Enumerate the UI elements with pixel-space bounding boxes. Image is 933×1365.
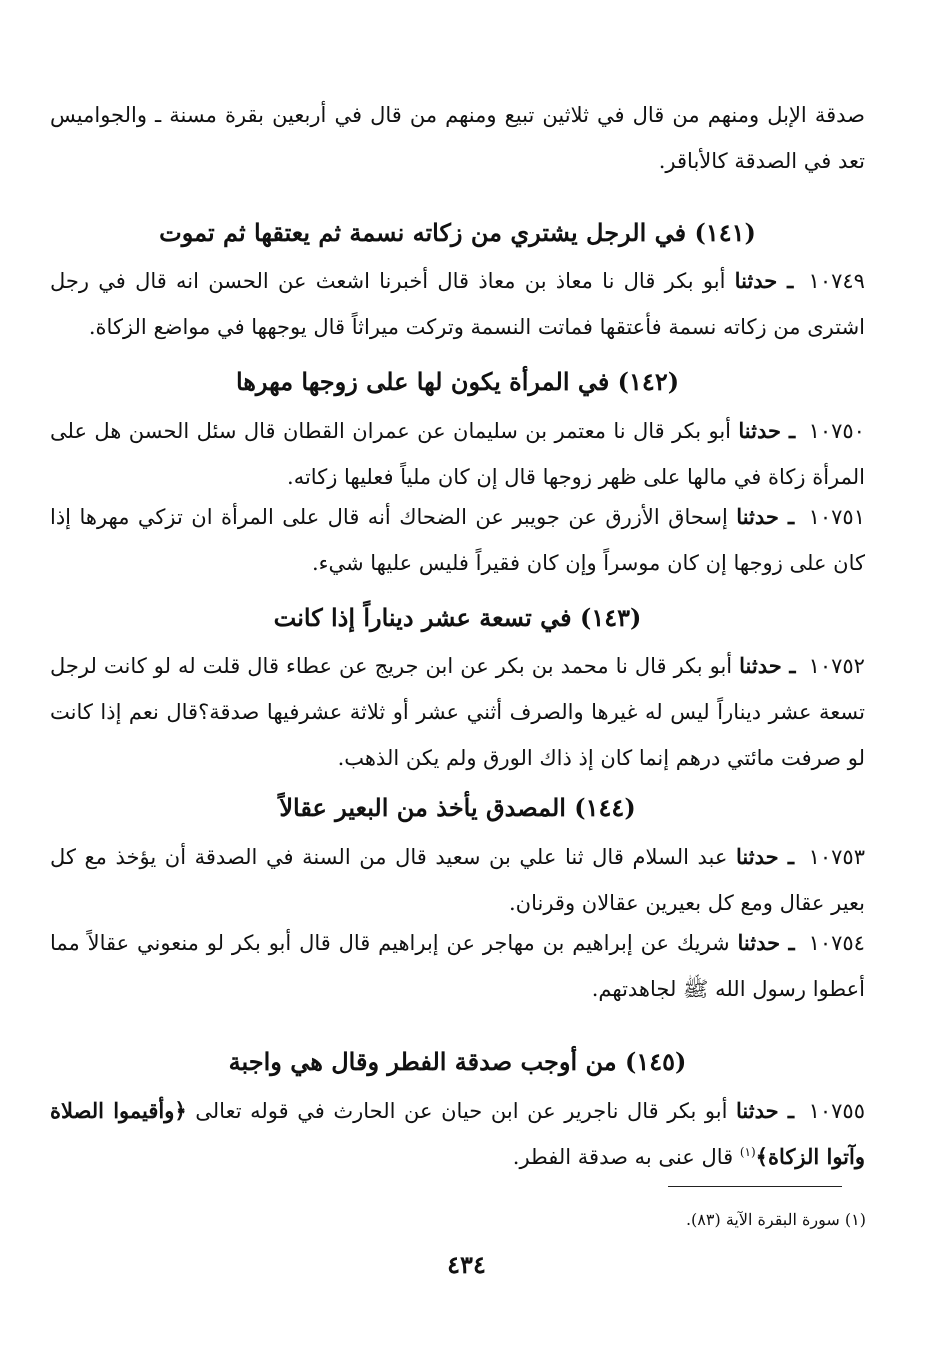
hadith-entry bbox=[50, 1088, 865, 1180]
page-number: ٤٣٤ bbox=[447, 1250, 486, 1279]
hadith-text: عبد السلام قال ثنا علي بن سعيد قال من السنة في الصدقة أن يؤخذ مع كل بعير عقال ومع كل بعيرين عقالان وقرنان. bbox=[50, 845, 865, 915]
section-heading: (١٤١) في الرجل يشتري من زكاته نسمة ثم يعتقها ثم تموت bbox=[159, 218, 756, 247]
hadith-entry bbox=[50, 494, 865, 586]
hadith-number: ١٠٧٤٩ bbox=[808, 269, 865, 293]
hadith-label: ـ حدثنا bbox=[738, 418, 796, 443]
section-heading: (١٤٤) المصدق يأخذ من البعير عقالاً bbox=[279, 793, 636, 822]
hadith-number: ١٠٧٥٢ bbox=[808, 654, 865, 678]
hadith-text: أبو بكر قال نا محمد بن بكر عن ابن جريج عن عطاء قال قلت له لو كانت لرجل تسعة عشر ديناراً ليس له غيرها والصرف أثني عشر أو ثلاثة عشرفيها صدقة؟قال نعم إذا كانت لو صرفت مائتي درهم إنما كان إذ ذاك الورق ولم يكن الذهب. bbox=[50, 654, 865, 770]
hadith-label: ـ حدثنا bbox=[736, 844, 794, 869]
hadith-entry bbox=[50, 920, 865, 1012]
hadith-label: ـ حدثنا bbox=[734, 268, 794, 293]
footnote-divider bbox=[668, 1186, 842, 1187]
section-heading: (١٤٢) في المرأة يكون لها على زوجها مهرها bbox=[235, 367, 680, 396]
hadith-number: ١٠٧٥٣ bbox=[808, 845, 865, 869]
hadith-text: أبو بكر قال نا معاذ بن معاذ قال أخبرنا اشعث عن الحسن انه قال في رجل اشترى من زكاته نسمة فأعتقها فماتت النسمة وتركت ميراثاً قال يوجهها في مواضع الزكاة. bbox=[50, 269, 865, 339]
intro-paragraph bbox=[50, 92, 865, 184]
hadith-entry bbox=[50, 834, 865, 926]
hadith-label: ـ حدثنا bbox=[736, 1098, 794, 1123]
section-heading: (١٤٥) من أوجب صدقة الفطر وقال هي واجبة bbox=[228, 1047, 687, 1076]
hadith-number: ١٠٧٥٠ bbox=[808, 419, 865, 443]
hadith-text-before: أبو بكر قال ناجرير عن ابن حيان عن الحارث في قوله تعالى bbox=[195, 1099, 728, 1123]
hadith-number: ١٠٧٥٤ bbox=[808, 931, 865, 955]
hadith-text: إسحاق الأزرق عن جويبر عن الضحاك أنه قال على المرأة ان تزكي مهرها إذا كان على زوجها إن كان موسراً وإن كان فقيراً فليس عليها شيء. bbox=[50, 505, 865, 575]
hadith-text: شريك عن إبراهيم بن مهاجر عن إبراهيم قال قال أبو بكر لو منعوني عقالاً مما أعطوا رسول الله ﷺ لجاهدتهم. bbox=[50, 931, 865, 1001]
hadith-number: ١٠٧٥١ bbox=[808, 505, 865, 529]
hadith-entry bbox=[50, 408, 865, 500]
hadith-entry bbox=[50, 643, 865, 781]
footnote-reference[interactable]: (١) bbox=[739, 1145, 756, 1159]
hadith-entry bbox=[50, 258, 865, 350]
hadith-text: أبو بكر قال نا معتمر بن سليمان عن عمران القطان قال سئل الحسن هل على المرأة زكاة في مالها على ظهر زوجها قال إن كان ملياً فعليها زكاته. bbox=[50, 419, 865, 489]
footnote: (١) سورة البقرة الآية (٨٣). bbox=[685, 1210, 866, 1229]
hadith-label: ـ حدثنا bbox=[736, 504, 795, 529]
hadith-number: ١٠٧٥٥ bbox=[808, 1099, 865, 1123]
hadith-label: ـ حدثنا bbox=[739, 653, 796, 678]
hadith-text-after: قال عنى به صدقة الفطر. bbox=[512, 1145, 734, 1169]
section-heading: (١٤٣) في تسعة عشر ديناراً إذا كانت bbox=[273, 603, 642, 632]
hadith-label: ـ حدثنا bbox=[737, 930, 795, 955]
intro-text: صدقة الإبل ومنهم من قال في ثلاثين تبيع ومنهم من قال في أربعين بقرة مسنة ـ والجواميس تعد في الصدقة كالأباقر. bbox=[50, 103, 865, 173]
quran-quote: ﴿وأقيموا الصلاة وآتوا الزكاة﴾ bbox=[50, 1098, 865, 1169]
